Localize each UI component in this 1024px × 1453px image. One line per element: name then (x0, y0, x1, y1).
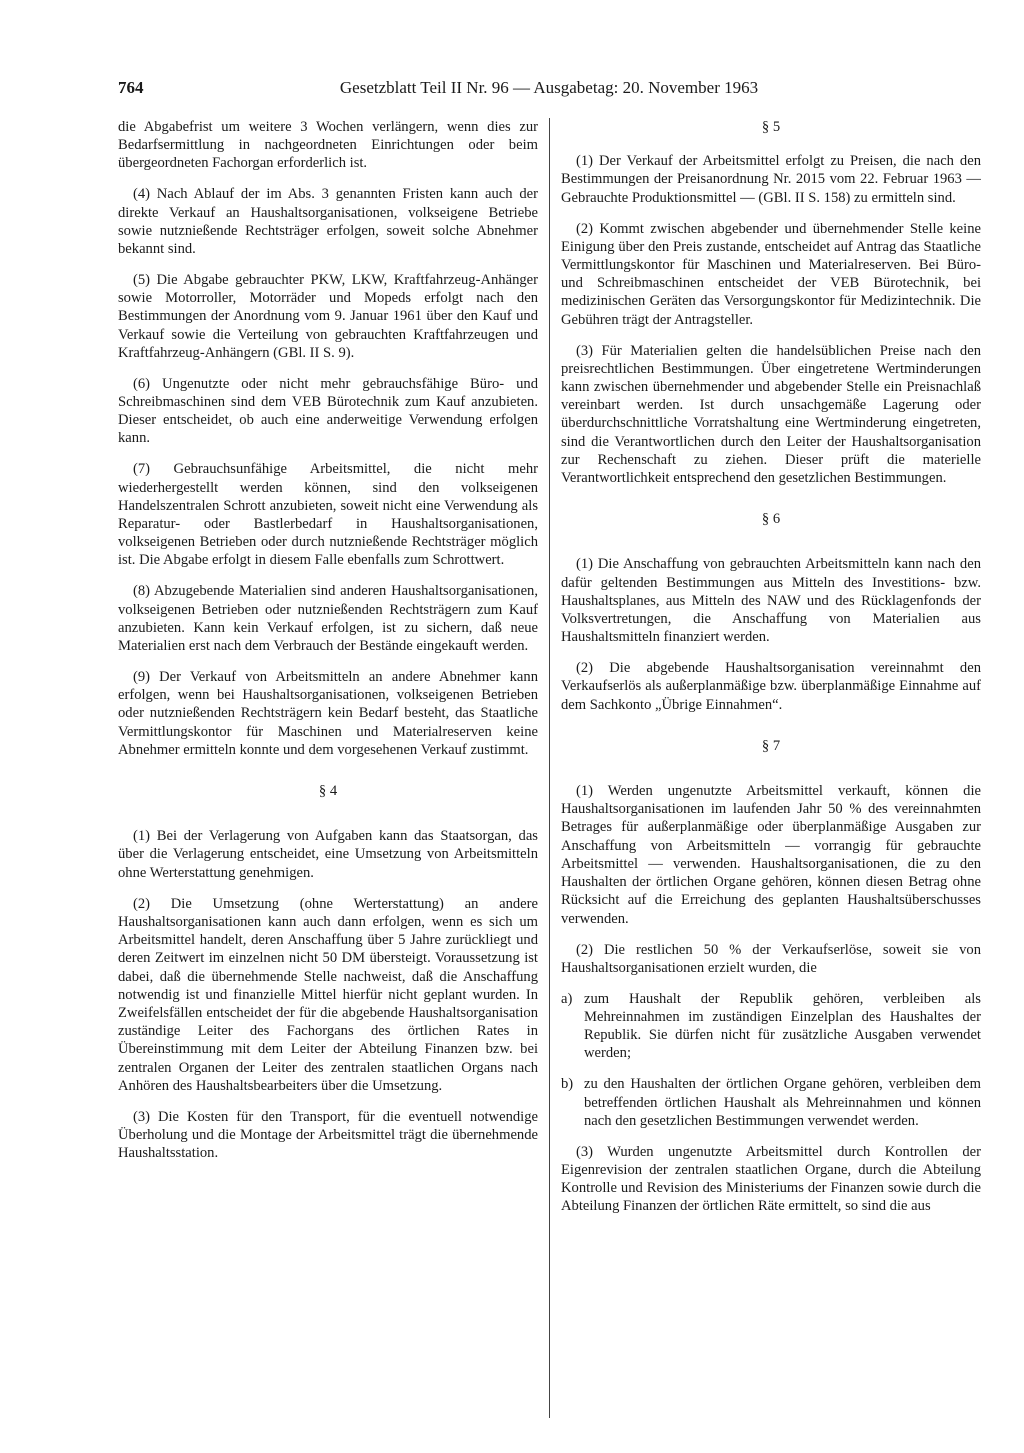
section-heading-7: § 7 (761, 737, 781, 754)
section-6-paragraph-2: (2) Die abgebende Haushaltsorganisation vereinnahmt den Verkaufserlös als außerplanmäßige bzw. überplanmäßige Einnahme auf dem Sachkonto „Übrige Einnahmen“. (561, 660, 981, 713)
paragraph-7: (7) Gebrauchsunfähige Arbeitsmittel, die nicht mehr wiederhergestellt werden können, sind den volkseigenen Handelszentralen Schrott anzubieten, soweit nicht eine Verwendung als Reparatur- oder Bastlerbedarf in Haushaltsorganisationen, volkseigenen Betrieben oder durch nutznießende Rechtsträger möglich ist. Die Abgabe erfolgt in diesem Falle ebenfalls zum Schrottwert. (118, 461, 538, 569)
section-4-paragraph-1: (1) Bei der Verlagerung von Aufgaben kann das Staatsorgan, das über die Verlagerung entscheidet, eine Umsetzung von Arbeitsmitteln ohne Werterstattung genehmigen. (118, 828, 538, 881)
list-marker-b: b) (561, 1076, 574, 1093)
paragraph-9: (9) Der Verkauf von Arbeitsmitteln an andere Abnehmer kann erfolgen, wenn bei Haushaltsorganisationen, volkseigenen Betrieben oder nutznießenden Rechtsträgern kein Bedarf besteht, das Staatliche Vermittlungskontor für Maschinen und Materialreserven keine Abnehmer ermitteln konnte und dem vorgesehenen Verkauf zustimmt. (118, 669, 538, 758)
section-5-paragraph-3: (3) Für Materialien gelten die handelsüblichen Preise nach den preisrechtlichen Bestimmungen. Über eingetretene Wertminderungen kann zwischen übernehmender und abgebender Stelle ein Preisnachlaß vereinbart werden. Ist durch unsachgemäße Lagerung oder überdurchschnittliche Vorratshaltung eine Wertminderung eingetreten, sind die Verantwortlichen durch den Leiter der Haushaltsorganisation zur Rechenschaft zu ziehen. Dieser prüft die materielle Verantwortlichkeit entsprechend den gesetzlichen Bestimmungen. (561, 342, 981, 487)
column-divider (549, 118, 550, 1418)
right-column (561, 118, 981, 1428)
list-item-a (561, 990, 981, 1063)
section-5-paragraph-1: (1) Der Verkauf der Arbeitsmittel erfolgt zu Preisen, die nach den Bestimmungen der Preisanordnung Nr. 2015 vom 22. Februar 1963 — Gebrauchte Produktionsmittel — (GBl. II S. 158) zu ermitteln sind. (561, 153, 981, 206)
running-head: Gesetzblatt Teil II Nr. 96 — Ausgabetag: 20. November 1963 (339, 78, 759, 97)
list-marker-a: a) (561, 990, 573, 1007)
section-6-paragraph-1: (1) Die Anschaffung von gebrauchten Arbeitsmitteln kann nach den dafür geltenden Bestimmungen aus Mitteln des Investitions- bzw. Haushaltsplanes, aus Mitteln des NAW und des Rücklagenfonds der Volksvertretungen, die Anschaffung von Materialien aus Haushaltsmitteln finanziert werden. (561, 556, 981, 646)
paragraph-8: (8) Abzugebende Materialien sind anderen Haushaltsorganisationen, volkseigenen Betrieben oder nutznießenden Rechtsträgern zum Kauf anzubieten. Kann kein Verkauf erfolgen, ist zu sichern, daß neue Materialien erst nach dem Verbrauch der Bestände eingekauft werden. (118, 583, 538, 655)
section-4-paragraph-3: (3) Die Kosten für den Transport, für die eventuell notwendige Überholung und die Montage der Arbeitsmittel trägt die übernehmende Haushaltsstation. (118, 1108, 538, 1162)
list-text-a: zum Haushalt der Republik gehören, verbleiben als Mehreinnahmen im zuständigen Einzelplan des Haushaltes der Republik. Sie dürfen nicht für zusätzliche Ausgaben verwendet werden; (584, 990, 981, 1062)
section-7-paragraph-1: (1) Werden ungenutzte Arbeitsmittel verkauft, können die Haushaltsorganisationen im laufenden Jahr 50 % des vereinnahmten Betrages für außerplanmäßige oder überplanmäßige Ausgaben zur Anschaffung von Arbeitsmitteln — vorrangig für gebrauchte Arbeitsmittel — verwenden. Haushaltsorganisationen, die zu den Haushalten der örtlichen Organe gehören, können diesen Betrag ohne Rücksicht auf die Erreichung des geplanten Haushaltsüberschusses verwenden. (561, 783, 981, 927)
section-4-paragraph-2: (2) Die Umsetzung (ohne Werterstattung) an andere Haushaltsorganisationen kann auch dann erfolgen, wenn es sich um Arbeitsmittel handelt, deren Anschaffung über 5 Jahre zurückliegt und deren Zeitwert im einzelnen nicht 50 DM übersteigt. Voraussetzung ist dabei, daß die übernehmende Stelle nachweist, daß die Anschaffung notwendig ist und finanzielle Mittel hierfür nicht geplant wurden. In Zweifelsfällen entscheidet der für die abgebende Haushaltsorganisation zuständige Leiter des Fachorgans des örtlichen Rates in Übereinstimmung mit dem Leiter der Abteilung Finanzen bzw. bei zentralen Organen der Leiter des zentralen staatlichen Organs nach Anhören des Haushaltsbearbeiters über die Umsetzung. (118, 895, 538, 1094)
section-7-paragraph-2: (2) Die restlichen 50 % der Verkaufserlöse, soweit sie von Haushaltsorganisationen erzielt wurden, die (561, 941, 981, 976)
page-header (118, 78, 980, 102)
section-heading-6: § 6 (761, 511, 781, 528)
paragraph-6: (6) Ungenutzte oder nicht mehr gebrauchsfähige Büro- und Schreibmaschinen sind dem VEB Bürotechnik zum Kauf anzubieten. Dieser entscheidet, ob auch eine anderweitige Verwendung erfolgen kann. (118, 375, 538, 447)
section-heading-5: § 5 (761, 119, 781, 135)
list-item-b (561, 1075, 981, 1130)
section-heading-4: § 4 (318, 783, 338, 800)
paragraph-4: (4) Nach Ablauf der im Abs. 3 genannten Fristen kann auch der direkte Verkauf an Haushaltsorganisationen, volkseigene Betriebe sowie nutznießende Rechtsträger erfolgen, soweit solche Abnehmer bekannt sind. (118, 186, 538, 258)
list-text-b: zu den Haushalten der örtlichen Organe gehören, verbleiben dem betreffenden örtlichen Haushalt als Mehreinnahmen und können nach den gesetzlichen Bestimmungen verwendet werden. (584, 1076, 981, 1129)
paragraph-continuation: die Abgabefrist um weitere 3 Wochen verlängern, wenn dies zur Bedarfsermittlung in nachgeordneten Einrichtungen oder beim übergeordneten Fachorgan erforderlich ist. (118, 119, 538, 172)
paragraph-5: (5) Die Abgabe gebrauchter PKW, LKW, Kraftfahrzeug-Anhänger sowie Motorroller, Motorräder und Mopeds erfolgt nach den Bestimmungen der Anordnung vom 9. Januar 1961 über den Kauf und Verkauf sowie die Verteilung von gebrauchten Kraftfahrzeugen und Kraftfahrzeug-Anhängern (GBl. II S. 9). (118, 272, 538, 361)
section-5-paragraph-2: (2) Kommt zwischen abgebender und übernehmender Stelle keine Einigung über den Preis zustande, entscheidet auf Antrag das Staatliche Vermittlungskontor für Maschinen und Materialreserven. Bei Büro- und Schreibmaschinen entscheidet der VEB Bürotechnik, bei medizinischen Geräten das Versorgungskontor für Medizintechnik. Die Gebühren trägt der Antragsteller. (561, 220, 981, 328)
section-7-paragraph-3: (3) Wurden ungenutzte Arbeitsmittel durch Kontrollen der Eigenrevision der zentralen staatlichen Organe, durch die Abteilung Kontrolle und Revision des Ministeriums der Finanzen sowie durch die Abteilung Finanzen der örtlichen Räte ermittelt, so sind die aus (561, 1143, 981, 1215)
page-number: 764 (118, 78, 144, 97)
left-column (118, 118, 538, 1428)
